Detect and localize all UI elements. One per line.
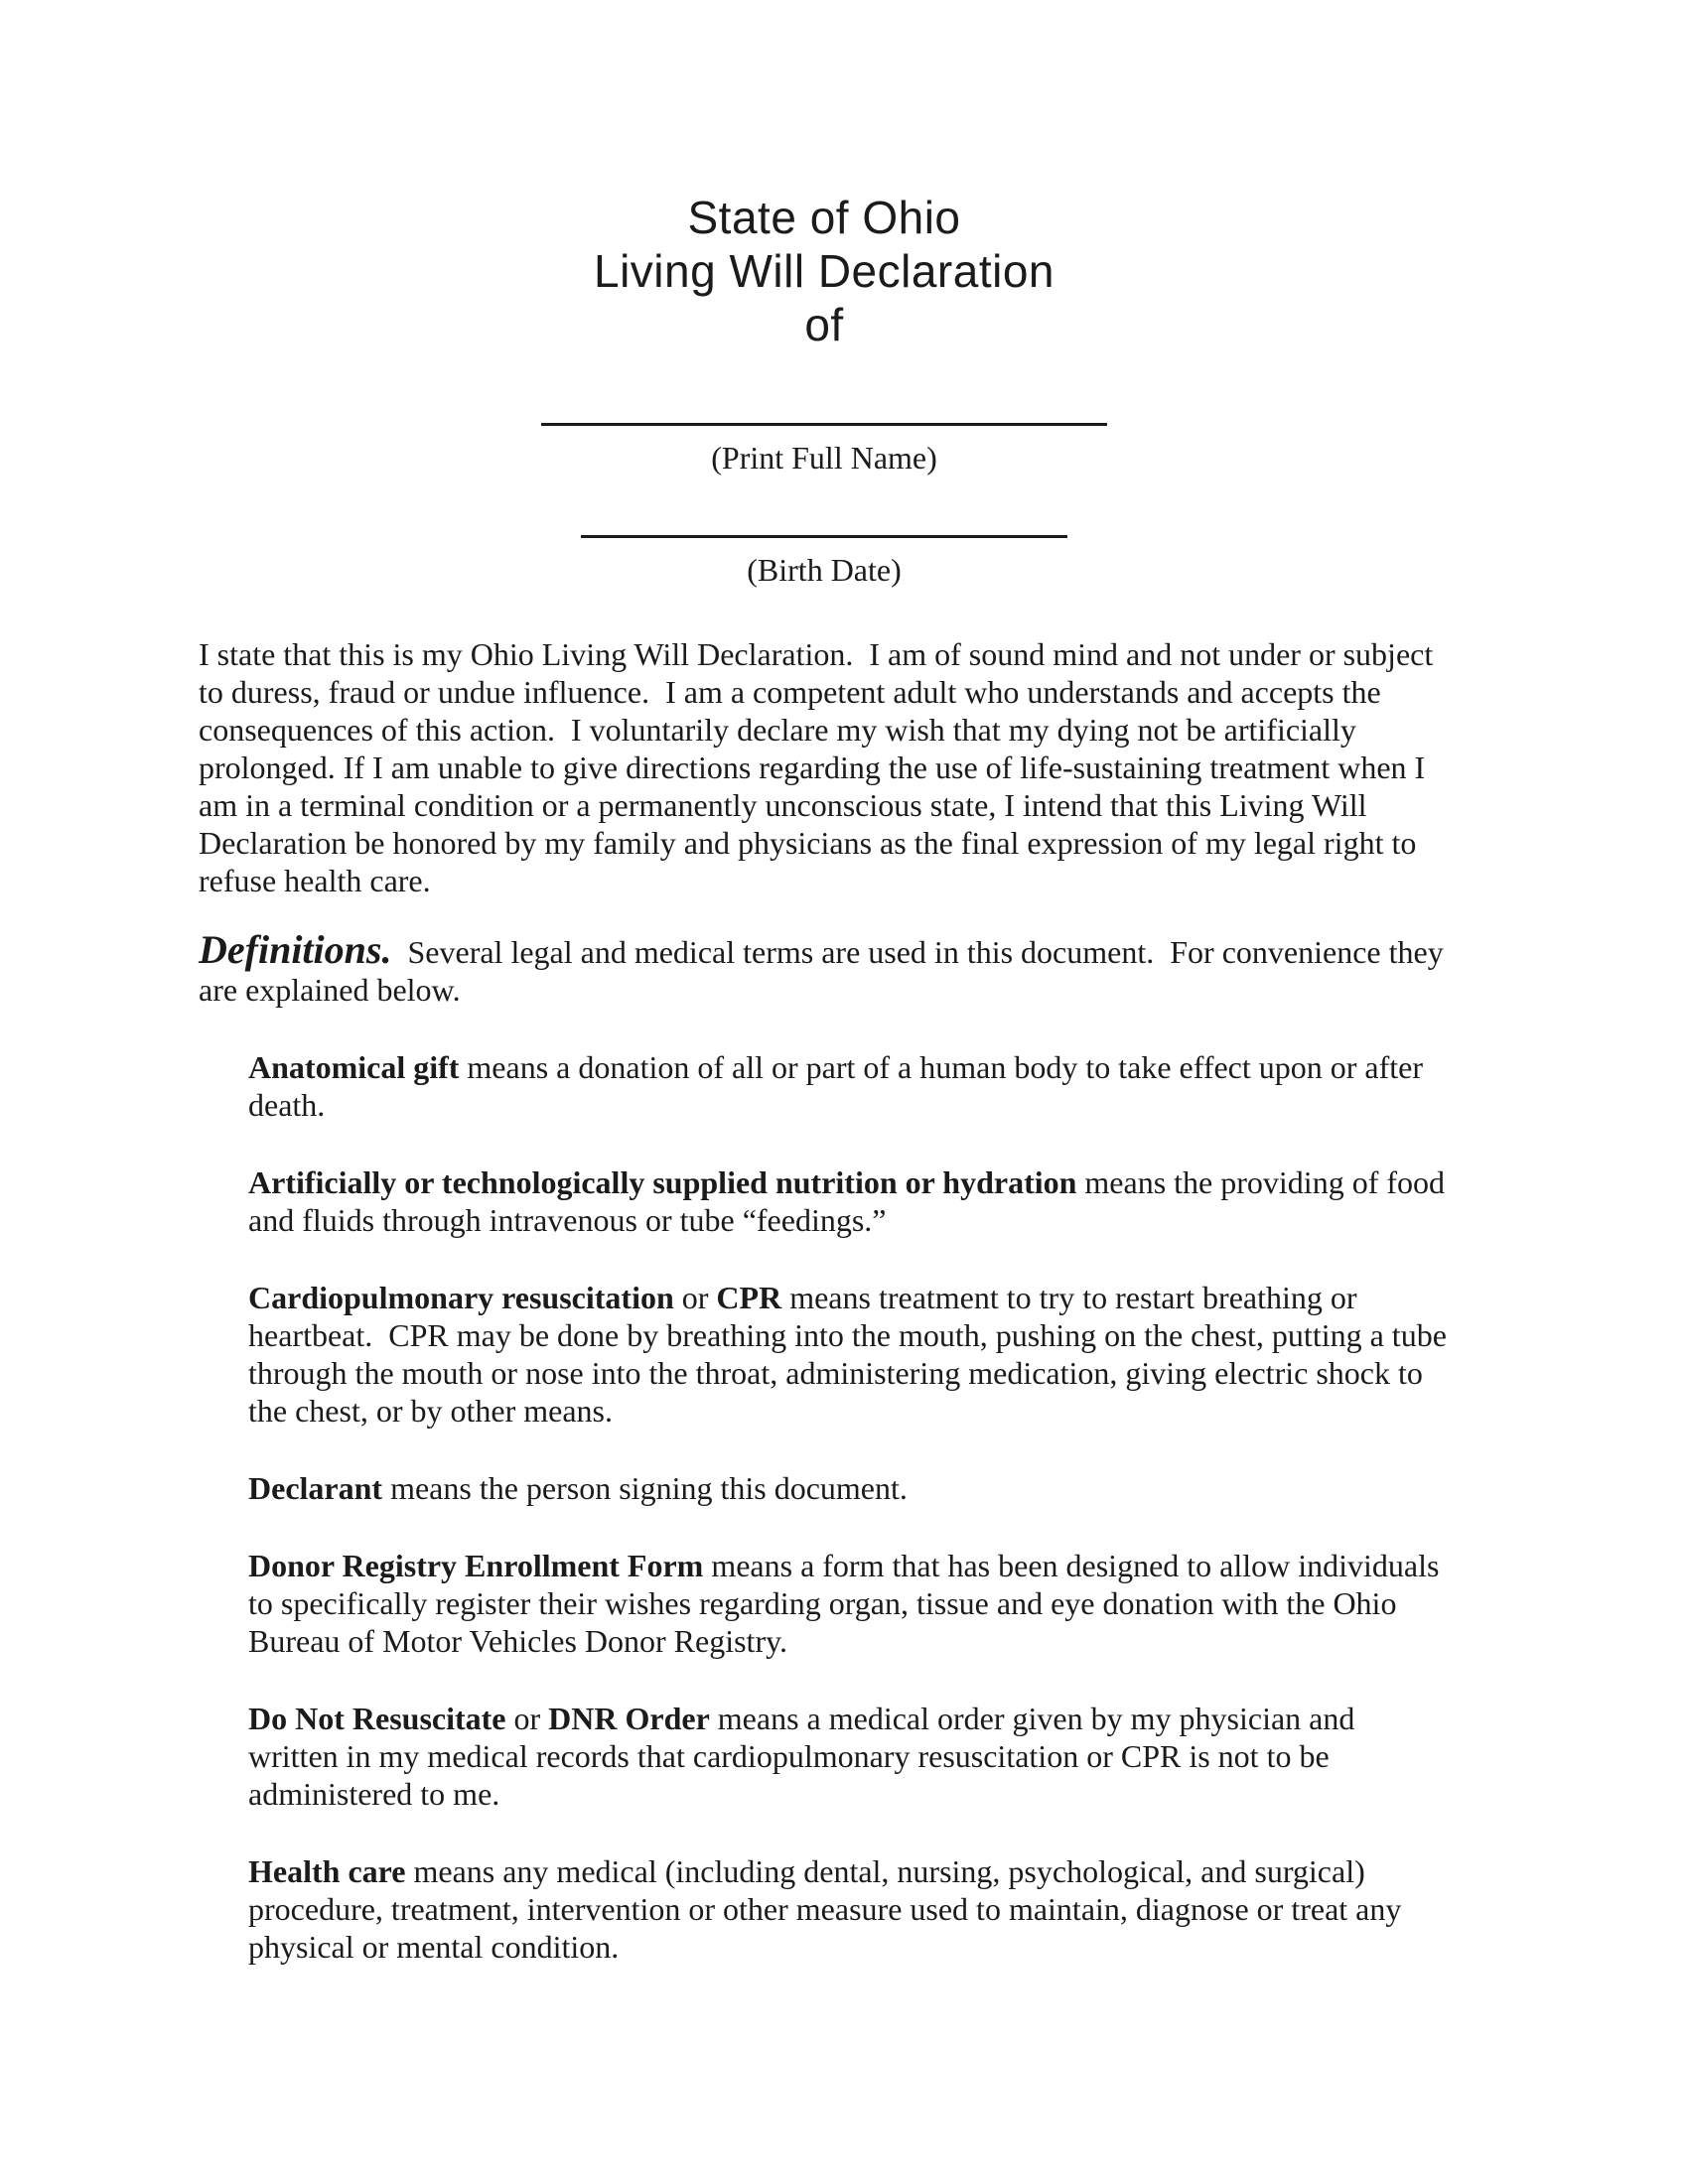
- definition-term: Cardiopulmonary resuscitation: [248, 1280, 674, 1315]
- definition-text: means a medical order given by my physician and written in my medical records that cardiopulmonary resuscitation or CPR is not to be administered to me.: [248, 1701, 1363, 1812]
- definition-term: Do Not Resuscitate: [248, 1701, 506, 1736]
- definition-term: Anatomical gift: [248, 1049, 460, 1085]
- birth-date-field: [199, 535, 1450, 590]
- doc-title-line-1: State of Ohio: [687, 192, 961, 243]
- definitions-heading: Definitions.: [199, 927, 392, 972]
- definition-term: Declarant: [248, 1470, 383, 1506]
- definition-cpr: [248, 1279, 1455, 1430]
- print-full-name-line[interactable]: [541, 423, 1107, 426]
- birth-date-line[interactable]: [581, 535, 1067, 538]
- definition-term-2: CPR: [716, 1280, 782, 1315]
- doc-title-line-3: of: [804, 299, 844, 350]
- definition-declarant: [248, 1469, 1450, 1507]
- definitions-list: [199, 1048, 1455, 1966]
- definition-connector: or: [505, 1701, 549, 1736]
- definition-text: means the person signing this document.: [382, 1470, 908, 1506]
- definition-term-2: DNR Order: [548, 1701, 710, 1736]
- definition-term: Health care: [248, 1853, 406, 1889]
- definition-health-care: [248, 1852, 1450, 1966]
- document-title: [199, 0, 1450, 351]
- definition-text: means a donation of all or part of a human body to take effect upon or after death.: [248, 1049, 1432, 1123]
- definitions-intro-text: Several legal and medical terms are used in this document. For convenience they are explained below.: [199, 934, 1452, 1008]
- print-full-name-field: [199, 423, 1450, 478]
- definition-text: means treatment to try to restart breathing or heartbeat. CPR may be done by breathing into the mouth, pushing on the chest, putting a tube through the mouth or nose into the throat, administering medication, giving electric shock to the chest, or by other means.: [248, 1280, 1455, 1429]
- declaration-statement: I state that this is my Ohio Living Will Declaration. I am of sound mind and not under or subject to duress, fraud or undue influence. I am a competent adult who understands and accepts the consequences of this action. I voluntarily declare my wish that my dying not be artificially prolonged. If I am unable to give directions regarding the use of life-sustaining treatment when I am in a terminal condition or a permanently unconscious state, I intend that this Living Will Declaration be honored by my family and physicians as the final expression of my legal right to refuse health care.: [199, 636, 1442, 898]
- definition-term: Donor Registry Enrollment Form: [248, 1548, 704, 1583]
- definition-text: means a form that has been designed to allow individuals to specifically register their wishes regarding organ, tissue and eye donation with the Ohio Bureau of Motor Vehicles Donor Registry.: [248, 1548, 1448, 1659]
- definition-dnr-order: [248, 1700, 1450, 1813]
- doc-title-line-2: Living Will Declaration: [594, 245, 1055, 297]
- definition-anatomical-gift: [248, 1048, 1450, 1124]
- definition-nutrition-hydration: [248, 1163, 1453, 1239]
- definitions-section-intro: [199, 927, 1452, 1009]
- birth-date-label: (Birth Date): [747, 552, 902, 588]
- print-full-name-label: (Print Full Name): [711, 440, 937, 476]
- definition-connector: or: [673, 1280, 717, 1315]
- definition-text: means the providing of food and fluids through intravenous or tube “feedings.”: [248, 1164, 1453, 1238]
- definition-term: Artificially or technologically supplied nutrition or hydration: [248, 1164, 1077, 1200]
- definition-text: means any medical (including dental, nursing, psychological, and surgical) procedure, treatment, intervention or other measure used to maintain, diagnose or treat any physical or mental condition.: [248, 1853, 1410, 1965]
- definition-donor-registry: [248, 1547, 1450, 1660]
